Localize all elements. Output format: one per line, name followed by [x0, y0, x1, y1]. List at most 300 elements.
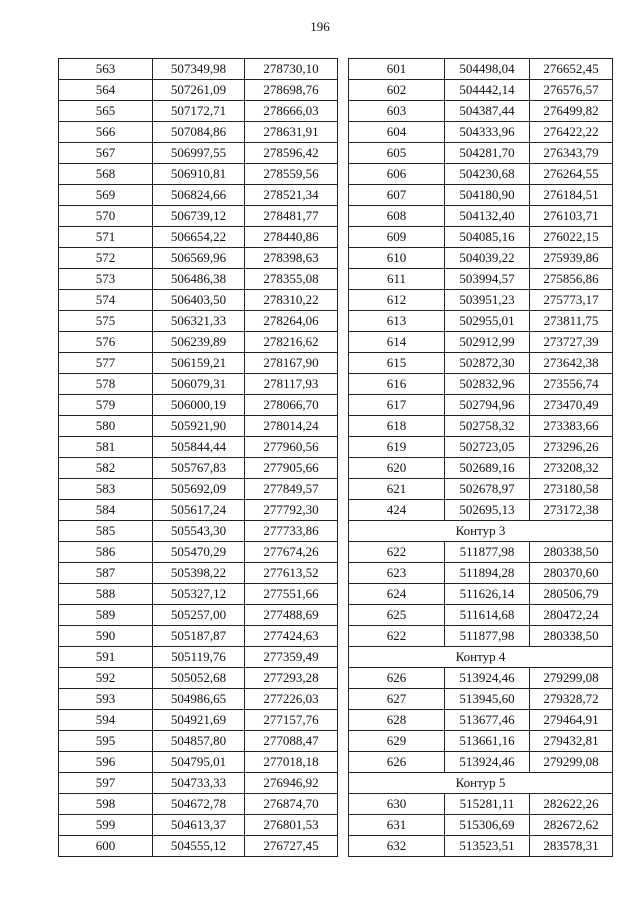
- point-number-cell: 632: [349, 836, 445, 857]
- point-number-cell: 583: [59, 479, 153, 500]
- x-coordinate-cell: 506824,66: [153, 185, 245, 206]
- y-coordinate-cell: 276103,71: [530, 206, 613, 227]
- table-row: [59, 311, 338, 332]
- y-coordinate-cell: 277488,69: [245, 605, 338, 626]
- table-row: [349, 185, 613, 206]
- table-row: [59, 269, 338, 290]
- x-coordinate-cell: 504498,04: [445, 59, 530, 80]
- y-coordinate-cell: 276652,45: [530, 59, 613, 80]
- x-coordinate-cell: 513924,46: [445, 668, 530, 689]
- table-row: [59, 290, 338, 311]
- point-number-cell: 629: [349, 731, 445, 752]
- table-row: [59, 626, 338, 647]
- table-row: [59, 227, 338, 248]
- y-coordinate-cell: 273727,39: [530, 332, 613, 353]
- table-row: [349, 143, 613, 164]
- y-coordinate-cell: 278398,63: [245, 248, 338, 269]
- x-coordinate-cell: 504085,16: [445, 227, 530, 248]
- point-number-cell: 600: [59, 836, 153, 857]
- contour-heading: Контур 5: [349, 773, 613, 794]
- y-coordinate-cell: 273180,58: [530, 479, 613, 500]
- table-row: [59, 605, 338, 626]
- point-number-cell: 625: [349, 605, 445, 626]
- y-coordinate-cell: 278666,03: [245, 101, 338, 122]
- table-row: [59, 689, 338, 710]
- y-coordinate-cell: 277849,57: [245, 479, 338, 500]
- point-number-cell: 566: [59, 122, 153, 143]
- x-coordinate-cell: 504333,96: [445, 122, 530, 143]
- point-number-cell: 594: [59, 710, 153, 731]
- point-number-cell: 606: [349, 164, 445, 185]
- y-coordinate-cell: 278631,91: [245, 122, 338, 143]
- x-coordinate-cell: 504672,78: [153, 794, 245, 815]
- x-coordinate-cell: 504039,22: [445, 248, 530, 269]
- table-row: [349, 542, 613, 563]
- table-row: [349, 374, 613, 395]
- point-number-cell: 626: [349, 752, 445, 773]
- point-number-cell: 570: [59, 206, 153, 227]
- point-number-cell: 618: [349, 416, 445, 437]
- x-coordinate-cell: 506159,21: [153, 353, 245, 374]
- contour-heading-row: [349, 647, 613, 668]
- x-coordinate-cell: 504387,44: [445, 101, 530, 122]
- y-coordinate-cell: 277792,30: [245, 500, 338, 521]
- x-coordinate-cell: 505844,44: [153, 437, 245, 458]
- point-number-cell: 613: [349, 311, 445, 332]
- y-coordinate-cell: 276801,53: [245, 815, 338, 836]
- table-row: [59, 353, 338, 374]
- y-coordinate-cell: 278216,62: [245, 332, 338, 353]
- y-coordinate-cell: 277674,26: [245, 542, 338, 563]
- x-coordinate-cell: 504921,69: [153, 710, 245, 731]
- x-coordinate-cell: 504180,90: [445, 185, 530, 206]
- y-coordinate-cell: 280506,79: [530, 584, 613, 605]
- y-coordinate-cell: 280338,50: [530, 626, 613, 647]
- x-coordinate-cell: 506000,19: [153, 395, 245, 416]
- y-coordinate-cell: 278698,76: [245, 80, 338, 101]
- y-coordinate-cell: 276422,22: [530, 122, 613, 143]
- table-row: [59, 185, 338, 206]
- x-coordinate-cell: 507172,71: [153, 101, 245, 122]
- table-row: [59, 479, 338, 500]
- table-row: [59, 437, 338, 458]
- table-row: [349, 164, 613, 185]
- x-coordinate-cell: 505187,87: [153, 626, 245, 647]
- point-number-cell: 616: [349, 374, 445, 395]
- x-coordinate-cell: 507084,86: [153, 122, 245, 143]
- x-coordinate-cell: 513661,16: [445, 731, 530, 752]
- table-row: [349, 59, 613, 80]
- x-coordinate-cell: 505543,30: [153, 521, 245, 542]
- x-coordinate-cell: 504986,65: [153, 689, 245, 710]
- table-row: [59, 815, 338, 836]
- table-row: [349, 479, 613, 500]
- y-coordinate-cell: 282672,62: [530, 815, 613, 836]
- contour-heading: Контур 3: [349, 521, 613, 542]
- table-row: [349, 605, 613, 626]
- point-number-cell: 602: [349, 80, 445, 101]
- table-row: [349, 836, 613, 857]
- y-coordinate-cell: 278117,93: [245, 374, 338, 395]
- point-number-cell: 617: [349, 395, 445, 416]
- table-row: [59, 122, 338, 143]
- point-number-cell: 592: [59, 668, 153, 689]
- y-coordinate-cell: 278559,56: [245, 164, 338, 185]
- y-coordinate-cell: 277359,49: [245, 647, 338, 668]
- x-coordinate-cell: 505767,83: [153, 458, 245, 479]
- page-number: 196: [310, 19, 330, 34]
- x-coordinate-cell: 502832,96: [445, 374, 530, 395]
- point-number-cell: 591: [59, 647, 153, 668]
- y-coordinate-cell: 278481,77: [245, 206, 338, 227]
- table-row: [349, 311, 613, 332]
- point-number-cell: 596: [59, 752, 153, 773]
- y-coordinate-cell: 273811,75: [530, 311, 613, 332]
- y-coordinate-cell: 280472,24: [530, 605, 613, 626]
- x-coordinate-cell: 515306,69: [445, 815, 530, 836]
- x-coordinate-cell: 503951,23: [445, 290, 530, 311]
- x-coordinate-cell: 502689,16: [445, 458, 530, 479]
- table-row: [59, 584, 338, 605]
- y-coordinate-cell: 276576,57: [530, 80, 613, 101]
- table-row: [349, 416, 613, 437]
- point-number-cell: 568: [59, 164, 153, 185]
- x-coordinate-cell: 511894,28: [445, 563, 530, 584]
- point-number-cell: 598: [59, 794, 153, 815]
- y-coordinate-cell: 282622,26: [530, 794, 613, 815]
- x-coordinate-cell: 505052,68: [153, 668, 245, 689]
- y-coordinate-cell: 277424,63: [245, 626, 338, 647]
- point-number-cell: 605: [349, 143, 445, 164]
- x-coordinate-cell: 506321,33: [153, 311, 245, 332]
- point-number-cell: 578: [59, 374, 153, 395]
- table-row: [349, 815, 613, 836]
- point-number-cell: 626: [349, 668, 445, 689]
- table-row: [59, 542, 338, 563]
- y-coordinate-cell: 275939,86: [530, 248, 613, 269]
- x-coordinate-cell: 513523,51: [445, 836, 530, 857]
- x-coordinate-cell: 506654,22: [153, 227, 245, 248]
- point-number-cell: 590: [59, 626, 153, 647]
- y-coordinate-cell: 278167,90: [245, 353, 338, 374]
- point-number-cell: 615: [349, 353, 445, 374]
- point-number-cell: 574: [59, 290, 153, 311]
- table-row: [349, 437, 613, 458]
- table-row: [59, 500, 338, 521]
- x-coordinate-cell: 502794,96: [445, 395, 530, 416]
- x-coordinate-cell: 505398,22: [153, 563, 245, 584]
- point-number-cell: 611: [349, 269, 445, 290]
- table-row: [349, 290, 613, 311]
- point-number-cell: 581: [59, 437, 153, 458]
- y-coordinate-cell: 276727,45: [245, 836, 338, 857]
- x-coordinate-cell: 502695,13: [445, 500, 530, 521]
- y-coordinate-cell: 276946,92: [245, 773, 338, 794]
- y-coordinate-cell: 276264,55: [530, 164, 613, 185]
- y-coordinate-cell: 276499,82: [530, 101, 613, 122]
- y-coordinate-cell: 277018,18: [245, 752, 338, 773]
- point-number-cell: 601: [349, 59, 445, 80]
- table-row: [59, 752, 338, 773]
- point-number-cell: 569: [59, 185, 153, 206]
- y-coordinate-cell: 278355,08: [245, 269, 338, 290]
- table-row: [349, 332, 613, 353]
- x-coordinate-cell: 504613,37: [153, 815, 245, 836]
- point-number-cell: 573: [59, 269, 153, 290]
- y-coordinate-cell: 278066,70: [245, 395, 338, 416]
- y-coordinate-cell: 278264,06: [245, 311, 338, 332]
- y-coordinate-cell: 276343,79: [530, 143, 613, 164]
- table-row: [59, 710, 338, 731]
- table-row: [349, 353, 613, 374]
- table-row: [349, 710, 613, 731]
- point-number-cell: 624: [349, 584, 445, 605]
- point-number-cell: 595: [59, 731, 153, 752]
- y-coordinate-cell: 278310,22: [245, 290, 338, 311]
- x-coordinate-cell: 504230,68: [445, 164, 530, 185]
- point-number-cell: 584: [59, 500, 153, 521]
- point-number-cell: 597: [59, 773, 153, 794]
- x-coordinate-cell: 502955,01: [445, 311, 530, 332]
- y-coordinate-cell: 278596,42: [245, 143, 338, 164]
- x-coordinate-cell: 502912,99: [445, 332, 530, 353]
- point-number-cell: 604: [349, 122, 445, 143]
- y-coordinate-cell: 277960,56: [245, 437, 338, 458]
- table-row: [59, 458, 338, 479]
- y-coordinate-cell: 278521,34: [245, 185, 338, 206]
- table-row: [59, 836, 338, 857]
- table-row: [59, 794, 338, 815]
- y-coordinate-cell: 276874,70: [245, 794, 338, 815]
- x-coordinate-cell: 505119,76: [153, 647, 245, 668]
- y-coordinate-cell: 279432,81: [530, 731, 613, 752]
- table-row: [349, 584, 613, 605]
- x-coordinate-cell: 502872,30: [445, 353, 530, 374]
- table-row: [349, 269, 613, 290]
- table-row: [349, 668, 613, 689]
- y-coordinate-cell: 277905,66: [245, 458, 338, 479]
- point-number-cell: 580: [59, 416, 153, 437]
- table-row: [349, 122, 613, 143]
- x-coordinate-cell: 507261,09: [153, 80, 245, 101]
- contour-heading-row: [349, 521, 613, 542]
- x-coordinate-cell: 515281,11: [445, 794, 530, 815]
- table-row: [59, 80, 338, 101]
- x-coordinate-cell: 506239,89: [153, 332, 245, 353]
- y-coordinate-cell: 280338,50: [530, 542, 613, 563]
- x-coordinate-cell: 506997,55: [153, 143, 245, 164]
- table-row: [59, 206, 338, 227]
- y-coordinate-cell: 273470,49: [530, 395, 613, 416]
- table-row: [59, 563, 338, 584]
- point-number-cell: 582: [59, 458, 153, 479]
- point-number-cell: 628: [349, 710, 445, 731]
- table-row: [349, 101, 613, 122]
- y-coordinate-cell: 276022,15: [530, 227, 613, 248]
- point-number-cell: 564: [59, 80, 153, 101]
- x-coordinate-cell: 506486,38: [153, 269, 245, 290]
- x-coordinate-cell: 505327,12: [153, 584, 245, 605]
- point-number-cell: 585: [59, 521, 153, 542]
- point-number-cell: 563: [59, 59, 153, 80]
- contour-heading-row: [349, 773, 613, 794]
- point-number-cell: 565: [59, 101, 153, 122]
- y-coordinate-cell: 279299,08: [530, 752, 613, 773]
- coordinates-table-right: [348, 58, 613, 857]
- point-number-cell: 612: [349, 290, 445, 311]
- table-row: [349, 689, 613, 710]
- table-row: [59, 773, 338, 794]
- y-coordinate-cell: 273208,32: [530, 458, 613, 479]
- y-coordinate-cell: 276184,51: [530, 185, 613, 206]
- x-coordinate-cell: 504733,33: [153, 773, 245, 794]
- table-row: [59, 647, 338, 668]
- table-row: [349, 395, 613, 416]
- y-coordinate-cell: 277157,76: [245, 710, 338, 731]
- x-coordinate-cell: 505257,00: [153, 605, 245, 626]
- x-coordinate-cell: 504281,70: [445, 143, 530, 164]
- x-coordinate-cell: 504555,12: [153, 836, 245, 857]
- point-number-cell: 589: [59, 605, 153, 626]
- y-coordinate-cell: 278730,10: [245, 59, 338, 80]
- point-number-cell: 576: [59, 332, 153, 353]
- point-number-cell: 614: [349, 332, 445, 353]
- table-row: [349, 500, 613, 521]
- point-number-cell: 622: [349, 542, 445, 563]
- y-coordinate-cell: 273642,38: [530, 353, 613, 374]
- point-number-cell: 586: [59, 542, 153, 563]
- x-coordinate-cell: 507349,98: [153, 59, 245, 80]
- y-coordinate-cell: 280370,60: [530, 563, 613, 584]
- y-coordinate-cell: 283578,31: [530, 836, 613, 857]
- table-row: [59, 59, 338, 80]
- x-coordinate-cell: 511614,68: [445, 605, 530, 626]
- point-number-cell: 424: [349, 500, 445, 521]
- y-coordinate-cell: 278440,86: [245, 227, 338, 248]
- x-coordinate-cell: 511877,98: [445, 542, 530, 563]
- table-row: [59, 374, 338, 395]
- point-number-cell: 608: [349, 206, 445, 227]
- point-number-cell: 622: [349, 626, 445, 647]
- y-coordinate-cell: 279464,91: [530, 710, 613, 731]
- x-coordinate-cell: 504795,01: [153, 752, 245, 773]
- x-coordinate-cell: 513945,60: [445, 689, 530, 710]
- y-coordinate-cell: 277088,47: [245, 731, 338, 752]
- table-row: [59, 731, 338, 752]
- point-number-cell: 571: [59, 227, 153, 248]
- x-coordinate-cell: 511877,98: [445, 626, 530, 647]
- point-number-cell: 567: [59, 143, 153, 164]
- table-row: [349, 227, 613, 248]
- x-coordinate-cell: 506910,81: [153, 164, 245, 185]
- point-number-cell: 630: [349, 794, 445, 815]
- y-coordinate-cell: 273172,38: [530, 500, 613, 521]
- point-number-cell: 603: [349, 101, 445, 122]
- table-row: [349, 794, 613, 815]
- x-coordinate-cell: 506403,50: [153, 290, 245, 311]
- table-row: [349, 626, 613, 647]
- y-coordinate-cell: 277293,28: [245, 668, 338, 689]
- x-coordinate-cell: 505470,29: [153, 542, 245, 563]
- contour-heading: Контур 4: [349, 647, 613, 668]
- point-number-cell: 607: [349, 185, 445, 206]
- x-coordinate-cell: 505921,90: [153, 416, 245, 437]
- point-number-cell: 588: [59, 584, 153, 605]
- x-coordinate-cell: 502678,97: [445, 479, 530, 500]
- point-number-cell: 587: [59, 563, 153, 584]
- x-coordinate-cell: 504442,14: [445, 80, 530, 101]
- point-number-cell: 572: [59, 248, 153, 269]
- point-number-cell: 620: [349, 458, 445, 479]
- x-coordinate-cell: 506739,12: [153, 206, 245, 227]
- y-coordinate-cell: 279299,08: [530, 668, 613, 689]
- coordinates-table-left: [58, 58, 338, 857]
- table-row: [349, 563, 613, 584]
- x-coordinate-cell: 505692,09: [153, 479, 245, 500]
- point-number-cell: 579: [59, 395, 153, 416]
- y-coordinate-cell: 277733,86: [245, 521, 338, 542]
- y-coordinate-cell: 277551,66: [245, 584, 338, 605]
- point-number-cell: 599: [59, 815, 153, 836]
- table-row: [349, 80, 613, 101]
- x-coordinate-cell: 506569,96: [153, 248, 245, 269]
- table-row: [349, 248, 613, 269]
- point-number-cell: 593: [59, 689, 153, 710]
- table-row: [59, 521, 338, 542]
- y-coordinate-cell: 279328,72: [530, 689, 613, 710]
- table-row: [59, 143, 338, 164]
- x-coordinate-cell: 504857,80: [153, 731, 245, 752]
- x-coordinate-cell: 502758,32: [445, 416, 530, 437]
- table-row: [59, 668, 338, 689]
- point-number-cell: 619: [349, 437, 445, 458]
- y-coordinate-cell: 278014,24: [245, 416, 338, 437]
- y-coordinate-cell: 273383,66: [530, 416, 613, 437]
- point-number-cell: 621: [349, 479, 445, 500]
- table-row: [59, 395, 338, 416]
- table-row: [59, 164, 338, 185]
- x-coordinate-cell: 511626,14: [445, 584, 530, 605]
- x-coordinate-cell: 513924,46: [445, 752, 530, 773]
- table-row: [349, 731, 613, 752]
- y-coordinate-cell: 273296,26: [530, 437, 613, 458]
- x-coordinate-cell: 503994,57: [445, 269, 530, 290]
- point-number-cell: 609: [349, 227, 445, 248]
- table-row: [349, 206, 613, 227]
- point-number-cell: 610: [349, 248, 445, 269]
- table-row: [59, 248, 338, 269]
- x-coordinate-cell: 513677,46: [445, 710, 530, 731]
- point-number-cell: 631: [349, 815, 445, 836]
- point-number-cell: 577: [59, 353, 153, 374]
- table-row: [59, 101, 338, 122]
- y-coordinate-cell: 277226,03: [245, 689, 338, 710]
- x-coordinate-cell: 502723,05: [445, 437, 530, 458]
- x-coordinate-cell: 505617,24: [153, 500, 245, 521]
- y-coordinate-cell: 275856,86: [530, 269, 613, 290]
- point-number-cell: 623: [349, 563, 445, 584]
- table-row: [349, 458, 613, 479]
- x-coordinate-cell: 506079,31: [153, 374, 245, 395]
- y-coordinate-cell: 277613,52: [245, 563, 338, 584]
- y-coordinate-cell: 273556,74: [530, 374, 613, 395]
- table-row: [59, 332, 338, 353]
- point-number-cell: 575: [59, 311, 153, 332]
- table-row: [349, 752, 613, 773]
- point-number-cell: 627: [349, 689, 445, 710]
- y-coordinate-cell: 275773,17: [530, 290, 613, 311]
- x-coordinate-cell: 504132,40: [445, 206, 530, 227]
